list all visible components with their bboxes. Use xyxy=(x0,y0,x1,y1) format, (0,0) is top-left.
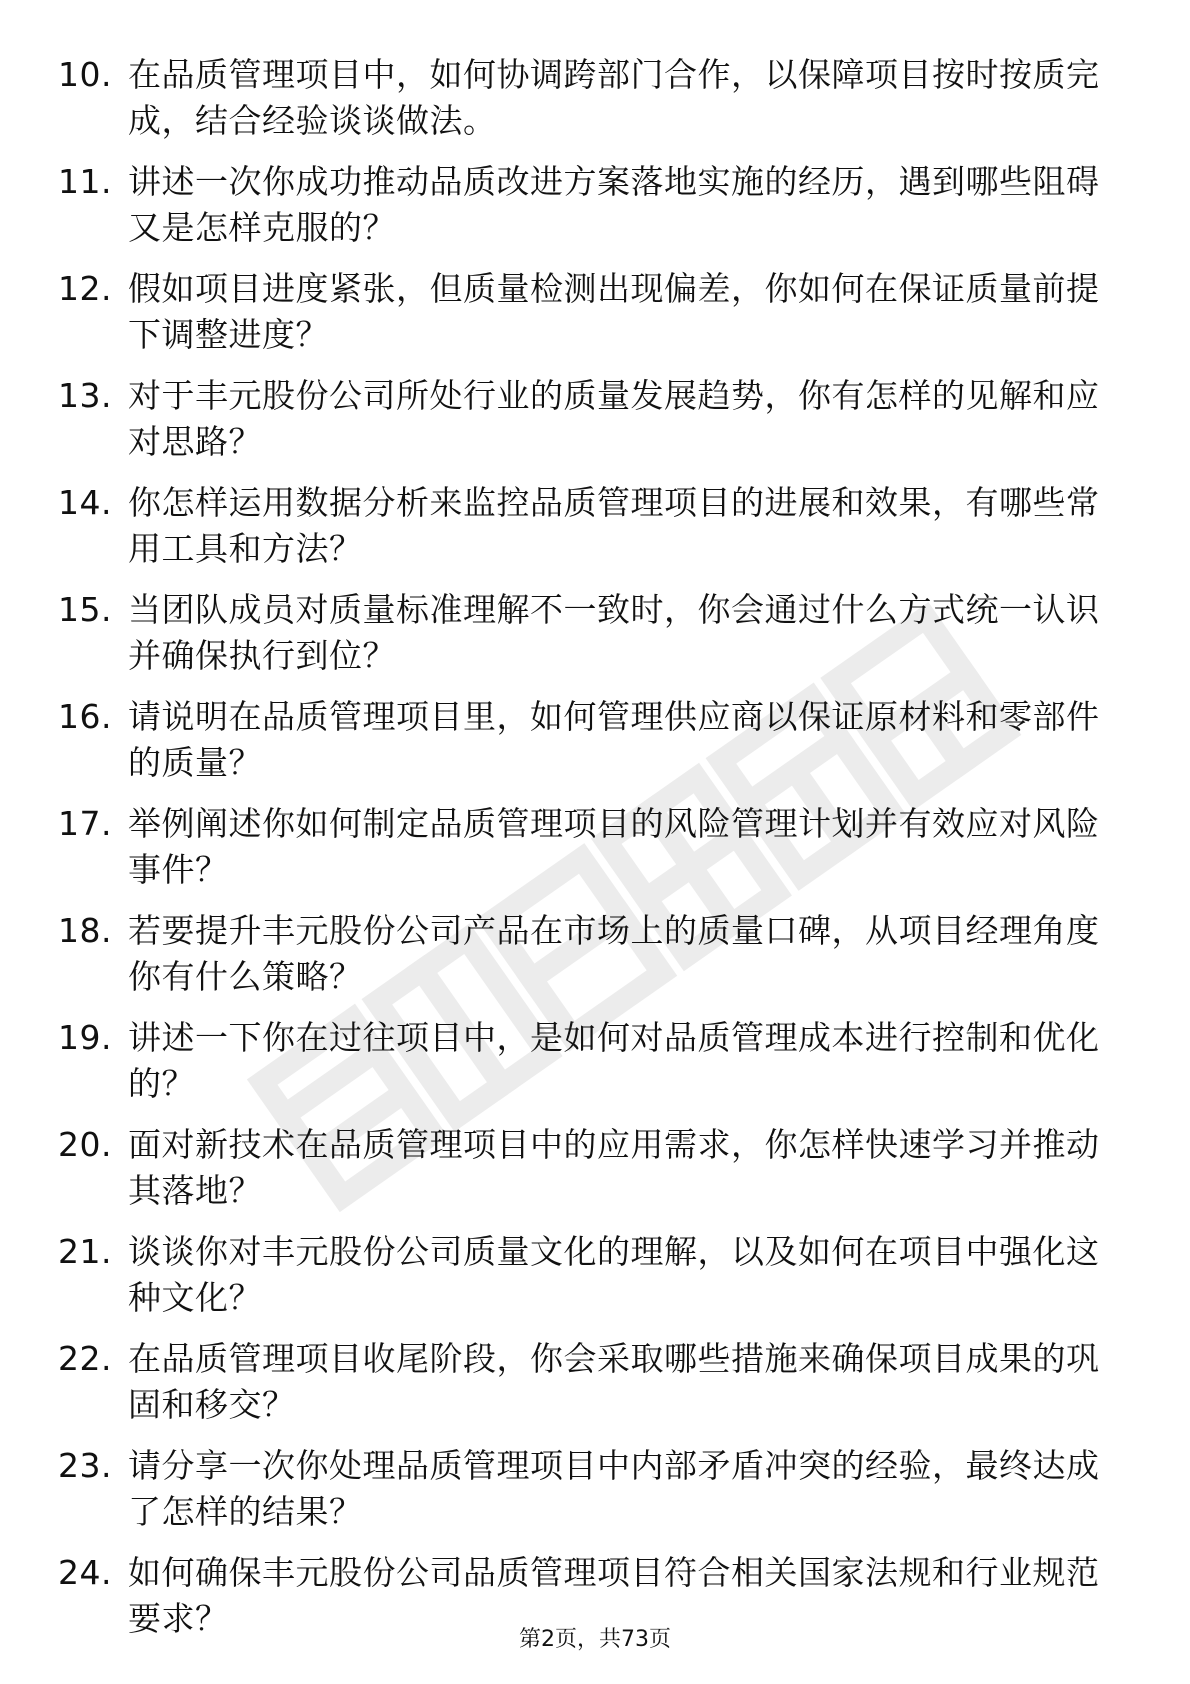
question-number: 10. xyxy=(58,55,112,94)
question-number: 13. xyxy=(58,376,112,415)
list-item xyxy=(0,373,1190,465)
question-text: 如何确保丰元股份公司品质管理项目符合相关国家法规和行业规范要求？ xyxy=(128,1553,1100,1638)
question-text: 假如项目进度紧张，但质量检测出现偏差，你如何在保证质量前提下调整进度？ xyxy=(128,269,1100,354)
question-text: 谈谈你对丰元股份公司质量文化的理解，以及如何在项目中强化这种文化？ xyxy=(128,1232,1100,1317)
list-item xyxy=(0,908,1190,1000)
list-item xyxy=(0,1229,1190,1321)
question-number: 16. xyxy=(58,697,112,736)
question-number: 22. xyxy=(58,1339,112,1378)
question-number: 15. xyxy=(58,590,112,629)
list-item xyxy=(0,159,1190,251)
question-number: 24. xyxy=(58,1553,112,1592)
list-item xyxy=(0,266,1190,358)
question-text: 你怎样运用数据分析来监控品质管理项目的进展和效果，有哪些常用工具和方法？ xyxy=(128,483,1100,568)
list-item xyxy=(0,52,1190,144)
list-item xyxy=(0,1122,1190,1214)
list-item xyxy=(0,1443,1190,1535)
question-number: 17. xyxy=(58,804,112,843)
question-text: 在品质管理项目中，如何协调跨部门合作，以保障项目按时按质完成，结合经验谈谈做法。 xyxy=(128,55,1100,140)
page-number-footer: 第2页，共73页 xyxy=(519,1627,671,1652)
question-text: 当团队成员对质量标准理解不一致时，你会通过什么方式统一认识并确保执行到位？ xyxy=(128,590,1100,675)
question-number: 14. xyxy=(58,483,112,522)
list-item xyxy=(0,587,1190,679)
question-text: 面对新技术在品质管理项目中的应用需求，你怎样快速学习并推动其落地？ xyxy=(128,1125,1100,1210)
question-list xyxy=(0,52,1190,1657)
question-text: 讲述一次你成功推动品质改进方案落地实施的经历，遇到哪些阻碍又是怎样克服的？ xyxy=(128,162,1100,247)
question-number: 21. xyxy=(58,1232,112,1271)
question-number: 12. xyxy=(58,269,112,308)
question-text: 举例阐述你如何制定品质管理项目的风险管理计划并有效应对风险事件？ xyxy=(128,804,1100,889)
list-item xyxy=(0,694,1190,786)
question-number: 19. xyxy=(58,1018,112,1057)
list-item xyxy=(0,480,1190,572)
question-number: 11. xyxy=(58,162,112,201)
question-text: 对于丰元股份公司所处行业的质量发展趋势，你有怎样的见解和应对思路？ xyxy=(128,376,1100,461)
list-item xyxy=(0,1336,1190,1428)
question-text: 讲述一下你在过往项目中，是如何对品质管理成本进行控制和优化的？ xyxy=(128,1018,1100,1103)
question-text: 请说明在品质管理项目里，如何管理供应商以保证原材料和零部件的质量？ xyxy=(128,697,1100,782)
question-number: 23. xyxy=(58,1446,112,1485)
question-number: 18. xyxy=(58,911,112,950)
question-text: 若要提升丰元股份公司产品在市场上的质量口碑，从项目经理角度你有什么策略？ xyxy=(128,911,1100,996)
list-item xyxy=(0,1015,1190,1107)
question-text: 请分享一次你处理品质管理项目中内部矛盾冲突的经验，最终达成了怎样的结果？ xyxy=(128,1446,1100,1531)
list-item xyxy=(0,801,1190,893)
question-text: 在品质管理项目收尾阶段，你会采取哪些措施来确保项目成果的巩固和移交？ xyxy=(128,1339,1100,1424)
question-number: 20. xyxy=(58,1125,112,1164)
